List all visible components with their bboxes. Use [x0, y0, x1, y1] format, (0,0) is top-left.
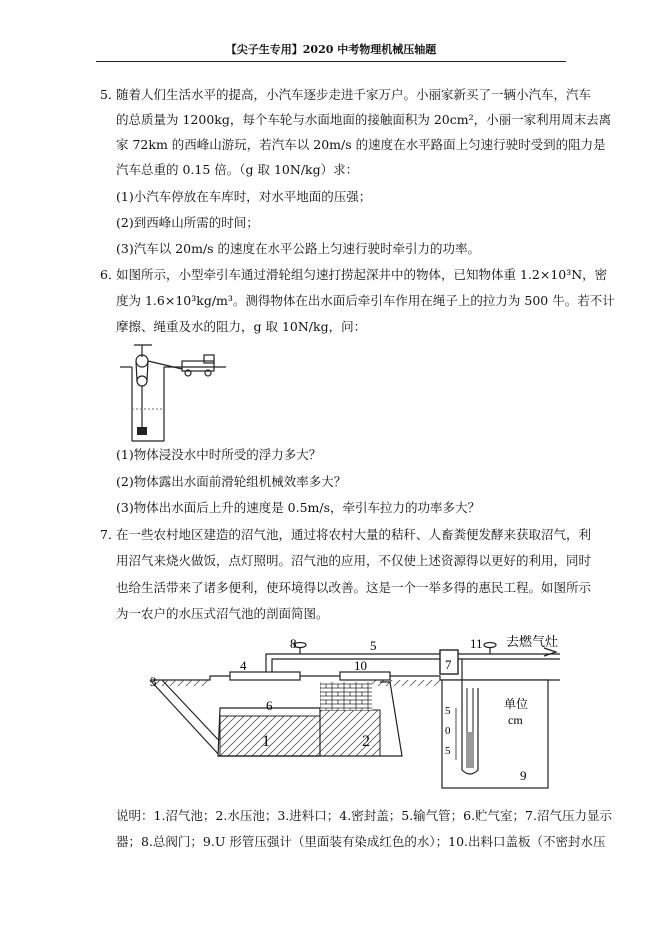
label-4: 4 [240, 658, 247, 673]
label-6: 6 [266, 698, 273, 713]
label-7: 7 [445, 657, 452, 672]
label-8: 8 [290, 636, 297, 651]
q6-sub-2: (2)物体露出水面前滑轮组机械效率多大？ [116, 474, 347, 489]
header-rule [96, 61, 566, 62]
u-tube-liquid [466, 732, 474, 768]
moving-pulley [137, 376, 147, 386]
q5-sub-1: (1)小汽车停放在车库时，对水平地面的压强； [116, 189, 372, 204]
q5-line-3: 家 72km 的西峰山游玩，若汽车以 20m/s 的速度在水平路面上匀速行驶时受到的阻力是 [116, 137, 606, 152]
label-2: 2 [362, 733, 370, 750]
label-11: 11 [470, 636, 483, 651]
q7-caption-2: 器；8.总阀门；9.U 形管压强计（里面装有染成红色的水）；10.出料口盖板（不密封水压 [116, 834, 606, 849]
page-header-title: 【尖子生专用】2020 中考物理机械压轴题 [225, 43, 437, 56]
outlet-cover [340, 672, 390, 680]
q6-number: 6． [100, 267, 121, 282]
soil-right [370, 680, 440, 686]
gas-pipe [266, 654, 440, 672]
label-1: 1 [262, 733, 270, 750]
soil-left [150, 680, 210, 686]
biogas-digester-diagram [140, 628, 580, 794]
label-10: 10 [354, 658, 367, 673]
q6-sub-1: (1)物体浸没水中时所受的浮力多大？ [116, 447, 322, 462]
q6-line-2: 度为 1.6×10³kg/m³。测得物体在出水面后牵引车作用在绳子上的拉力为 500 牛。若不计 [116, 293, 615, 308]
q5-line-4: 汽车总重的 0.15 倍。（g 取 10N/kg）求： [116, 162, 359, 177]
arrow-to-stove [544, 648, 556, 656]
scale-5-bottom: 5 [445, 745, 451, 757]
label-to-stove: 去燃气灶 [506, 634, 559, 649]
pulley-well-figure [116, 343, 228, 443]
valve-11 [484, 643, 496, 648]
q6-line-1: 如图所示，小型牵引车通过滑轮组匀速打捞起深井中的物体，已知物体重 1.2×10³N，密 [116, 267, 608, 282]
q5-number: 5． [100, 87, 121, 102]
label-5: 5 [370, 638, 377, 653]
q6-line-3: 摩擦、绳重及水的阻力，g 取 10N/kg，问： [116, 319, 367, 334]
sunk-object [137, 427, 147, 435]
label-cm: cm [508, 713, 523, 727]
q7-line-3: 也给生活带来了诸多便利，使环境得以改善。这是一个一举多得的惠民工程。如图所示 [116, 580, 592, 595]
scale-5-top: 5 [445, 705, 451, 717]
scale-0: 0 [445, 725, 451, 737]
q6-sub-3: (3)物体出水面后上升的速度是 0.5m/s，牵引车拉力的功率多大？ [116, 500, 481, 515]
brick-wall [320, 682, 372, 710]
q7-line-4: 为一农户的水压式沼气池的剖面简图。 [116, 606, 329, 621]
pressure-tank-liquid [320, 710, 380, 756]
q5-sub-3: (3)汽车以 20m/s 的速度在水平公路上匀速行驶时牵引力的功率。 [116, 241, 481, 256]
u-tube-manometer-box [442, 680, 548, 788]
tow-rope [148, 361, 182, 369]
q7-line-2: 用沼气来烧火做饭，点灯照明。沼气池的应用，不仅使上述资源得以更好的利用，同时 [116, 553, 592, 568]
q5-line-2: 的总质量为 1200kg，每个车轮与水面地面的接触面积为 20cm²，小丽一家利用周末去离 [116, 112, 612, 127]
label-9: 9 [520, 768, 527, 783]
q5-line-1: 随着人们生活水平的提高，小汽车逐步走进千家万户。小丽家新买了一辆小汽车，汽车 [116, 87, 592, 102]
label-unit: 单位 [504, 697, 529, 711]
q5-sub-2: (2)到西峰山所需的时间； [116, 215, 259, 230]
q7-caption-1: 说明：1.沼气池；2.水压池；3.进料口；4.密封盖；5.输气管；6.贮气室；7.沼气压力显示 [116, 808, 612, 823]
sealed-cover [230, 672, 300, 680]
q7-line-1: 在一些农村地区建造的沼气池，通过将农村大量的秸秆、人畜粪便发酵来获取沼气，利 [116, 527, 592, 542]
digester-liquid [220, 716, 320, 756]
q7-number: 7． [100, 527, 121, 542]
label-3: 3 [150, 674, 157, 689]
